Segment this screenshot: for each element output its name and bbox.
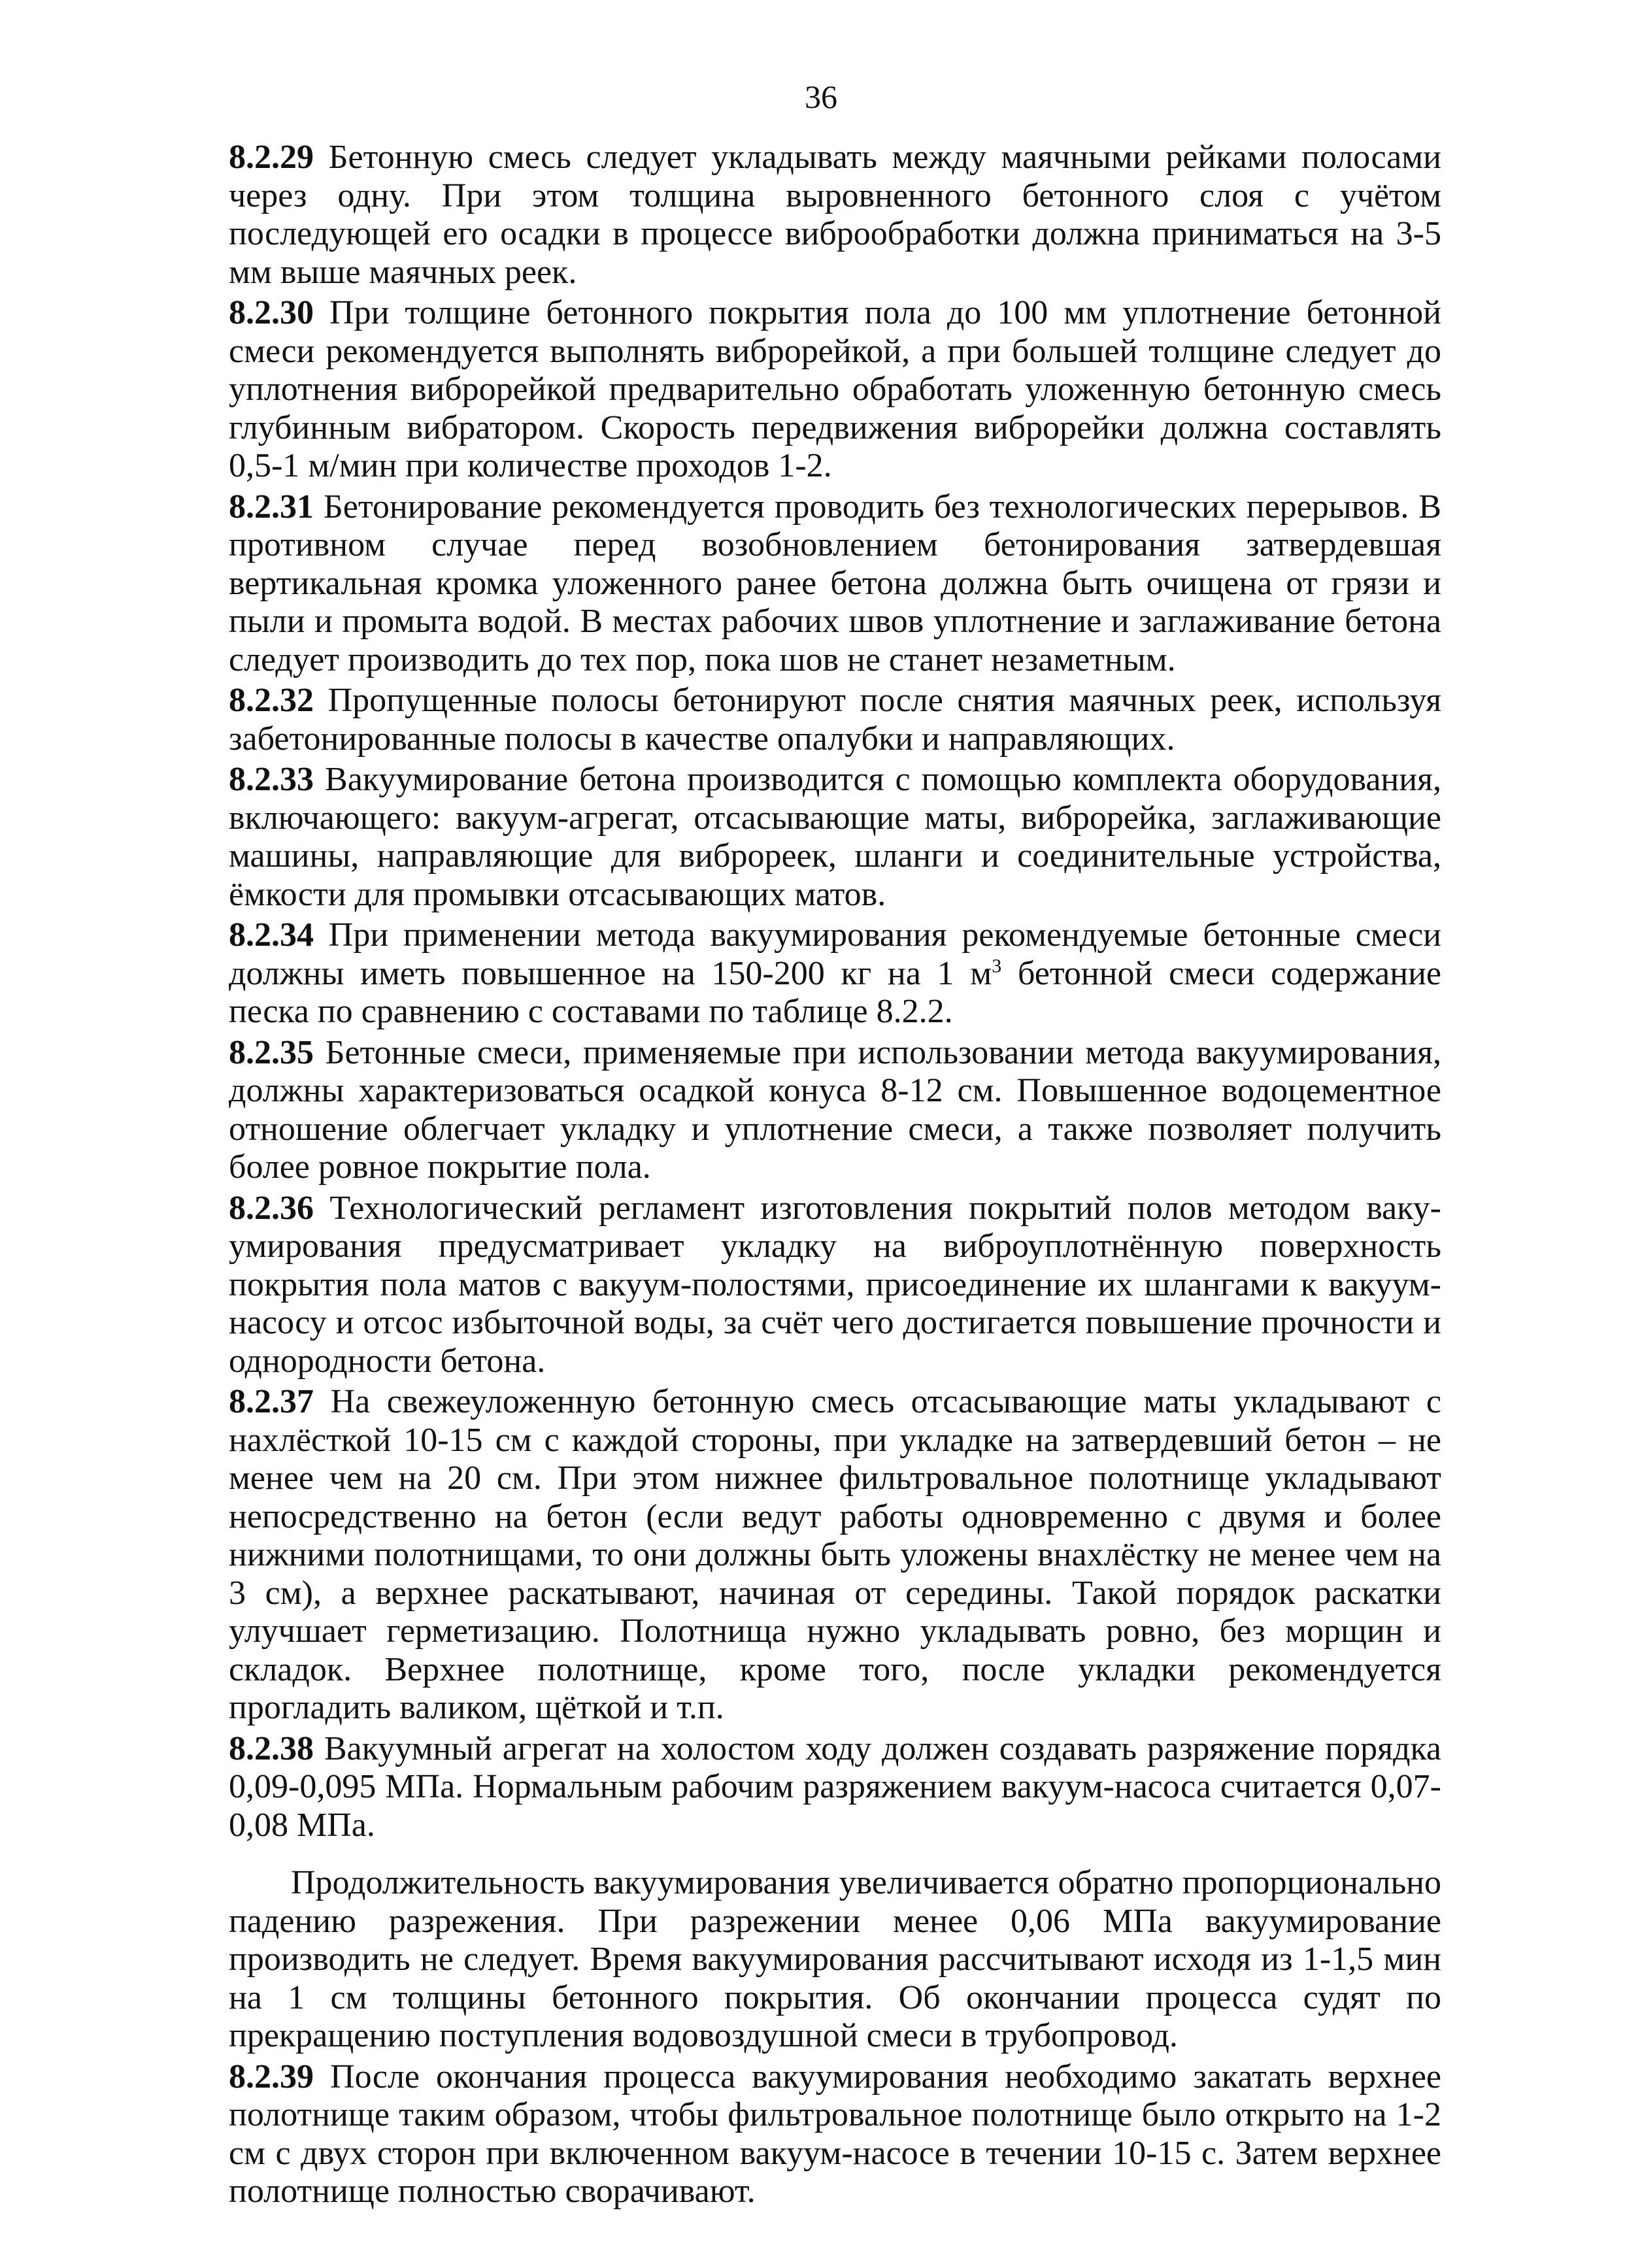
paragraph-8-2-37 [229, 1383, 1441, 1727]
paragraph-text: На свежеуложенную бетонную смесь отсасывающие маты укладывают с нахлёсткой 10-15 см с каждой стороны, при укладке на затвердевший бетон – не менее чем на 20 см. При этом нижнее фильтровальное полотнище укладывают непосредственно на бетон (если ведут работы одновременно с двумя и более нижними полотнищами, то они должны быть уложены внахлёстку не менее чем на 3 см), а верхнее раскатывают, начиная от середины. Такой порядок раскатки улучшает герметизацию. Полотнища нужно укладывать ровно, без морщин и складок. Верхнее полотнище, кроме того, после укладки рекомендуется прогладить валиком, щёткой и т.п. [229, 1383, 1442, 1726]
paragraph-number: 8.2.39 [229, 2058, 314, 2095]
paragraph-number: 8.2.31 [229, 488, 314, 525]
paragraph-number: 8.2.34 [229, 916, 314, 954]
paragraph-text: Вакуумный агрегат на холостом ходу должен создавать разряжение порядка 0,09-0,095 МПа. Нормальным рабочим разряжением вакуум-насоса считается 0,07-0,08 МПа. [229, 1729, 1442, 1844]
paragraph-text: Вакуумирование бетона производится с помощью комплекта оборудования, включающего: вакуум-агрегат, отсасывающие маты, виброрейка, заглаживающие машины, направляющие для виброреек, шланги и соединительные устройства, ёмкости для промывки отсасывающих матов. [229, 761, 1441, 913]
paragraph-number: 8.2.33 [229, 761, 314, 798]
paragraph-text: При толщине бетонного покрытия пола до 100 мм уплотнение бетонной смеси рекомендуется выполнять виброрейкой, а при большей толщине следует до уплотнения виброрейкой предварительно обработать уложенную бетонную смесь глубинным вибратором. Скорость передвижения виброрейки должна составлять 0,5-1 м/мин при количестве проходов 1-2. [229, 294, 1442, 484]
paragraph-number: 8.2.35 [229, 1033, 314, 1071]
paragraph-text: Бетонную смесь следует укладывать между маячными рейками полосами через одну. При этом толщина выровненного бетонного слоя с учётом последующей его осадки в процессе виброобработки должна приниматься на 3-5 мм выше маячных реек. [229, 139, 1441, 291]
paragraph-text-continued: бетонной смеси содержание песка по сравнению с составами по таблице 8.2.2. [229, 954, 1441, 1030]
paragraph-8-2-32 [229, 682, 1441, 758]
paragraph-8-2-30 [229, 294, 1441, 486]
document-body [229, 139, 1441, 2214]
paragraph-text: Бетонирование рекомендуется проводить без технологических перерывов. В противном случае перед возобновлением бетонирования затвердевшая вертикальная кромка уложенного ранее бетона должна быть очищена от грязи и пыли и промыта водой. В местах рабочих швов уплотнение и заглаживание бетона следует производить до тех пор, пока шов не станет незаметным. [229, 488, 1441, 678]
paragraph-vacuum-duration [229, 1864, 1441, 2056]
paragraph-number: 8.2.38 [229, 1729, 314, 1767]
paragraph-text: После окончания процесса вакуумирования необходимо закатать верхнее полотнище таким образом, чтобы фильтровальное полотнище было открыто на 1-2 см с двух сторон при включенном вакуум-насосе в течении 10-15 с. Затем верхнее полотнище полностью сворачивают. [229, 2058, 1442, 2210]
paragraph-number: 8.2.36 [229, 1189, 314, 1227]
paragraph-8-2-29 [229, 139, 1441, 292]
paragraph-8-2-34 [229, 916, 1441, 1031]
paragraph-8-2-36 [229, 1190, 1441, 1381]
paragraph-8-2-31 [229, 488, 1441, 680]
paragraph-8-2-35 [229, 1034, 1441, 1187]
paragraph-text: При применении метода вакуумирования рекомендуемые бетонные смеси должны иметь повышенное на 150-200 кг на 1 м [229, 916, 1441, 992]
paragraph-number: 8.2.30 [229, 294, 314, 331]
paragraph-text: Бетонные смеси, применяемые при использовании метода вакуумирования, должны характеризоваться осадкой конуса 8-12 см. Повышенное водоцементное отношение облегчает укладку и уплотнение смеси, а также позволяет получить более ровное покрытие пола. [229, 1033, 1442, 1186]
paragraph-8-2-33 [229, 761, 1441, 914]
paragraph-number: 8.2.29 [229, 139, 314, 176]
paragraph-text: Продолжительность вакуумирования увеличивается обратно пропорционально падению разрежения. При разрежении менее 0,06 МПа вакуумирование производить не следует. Время вакуумирования рассчитывают исходя из 1-1,5 мин на 1 см толщины бетонного покрытия. Об окончании процесса судят по прекращению поступления водовоздушной смеси в трубопровод. [229, 1864, 1441, 2054]
paragraph-text: Пропущенные полосы бетонируют после снятия маячных реек, используя забетонированные полосы в качестве опалубки и направляющих. [229, 682, 1441, 758]
page-number: 36 [805, 78, 837, 115]
paragraph-8-2-38 [229, 1730, 1441, 1845]
paragraph-8-2-39 [229, 2058, 1441, 2211]
superscript-cubic: 3 [992, 955, 1002, 977]
paragraph-number: 8.2.37 [229, 1383, 314, 1420]
paragraph-number: 8.2.32 [229, 682, 314, 719]
paragraph-text: Технологический регламент изготовления покрытий полов методом вакуумирования предусматривает укладку на виброуплотнённую поверхность покрытия пола матов с вакуум-полостями, присоединение их шлангами к вакуум-насосу и отсос избыточной воды, за счёт чего достигается повышение прочности и однородности бетона. [229, 1189, 1441, 1380]
